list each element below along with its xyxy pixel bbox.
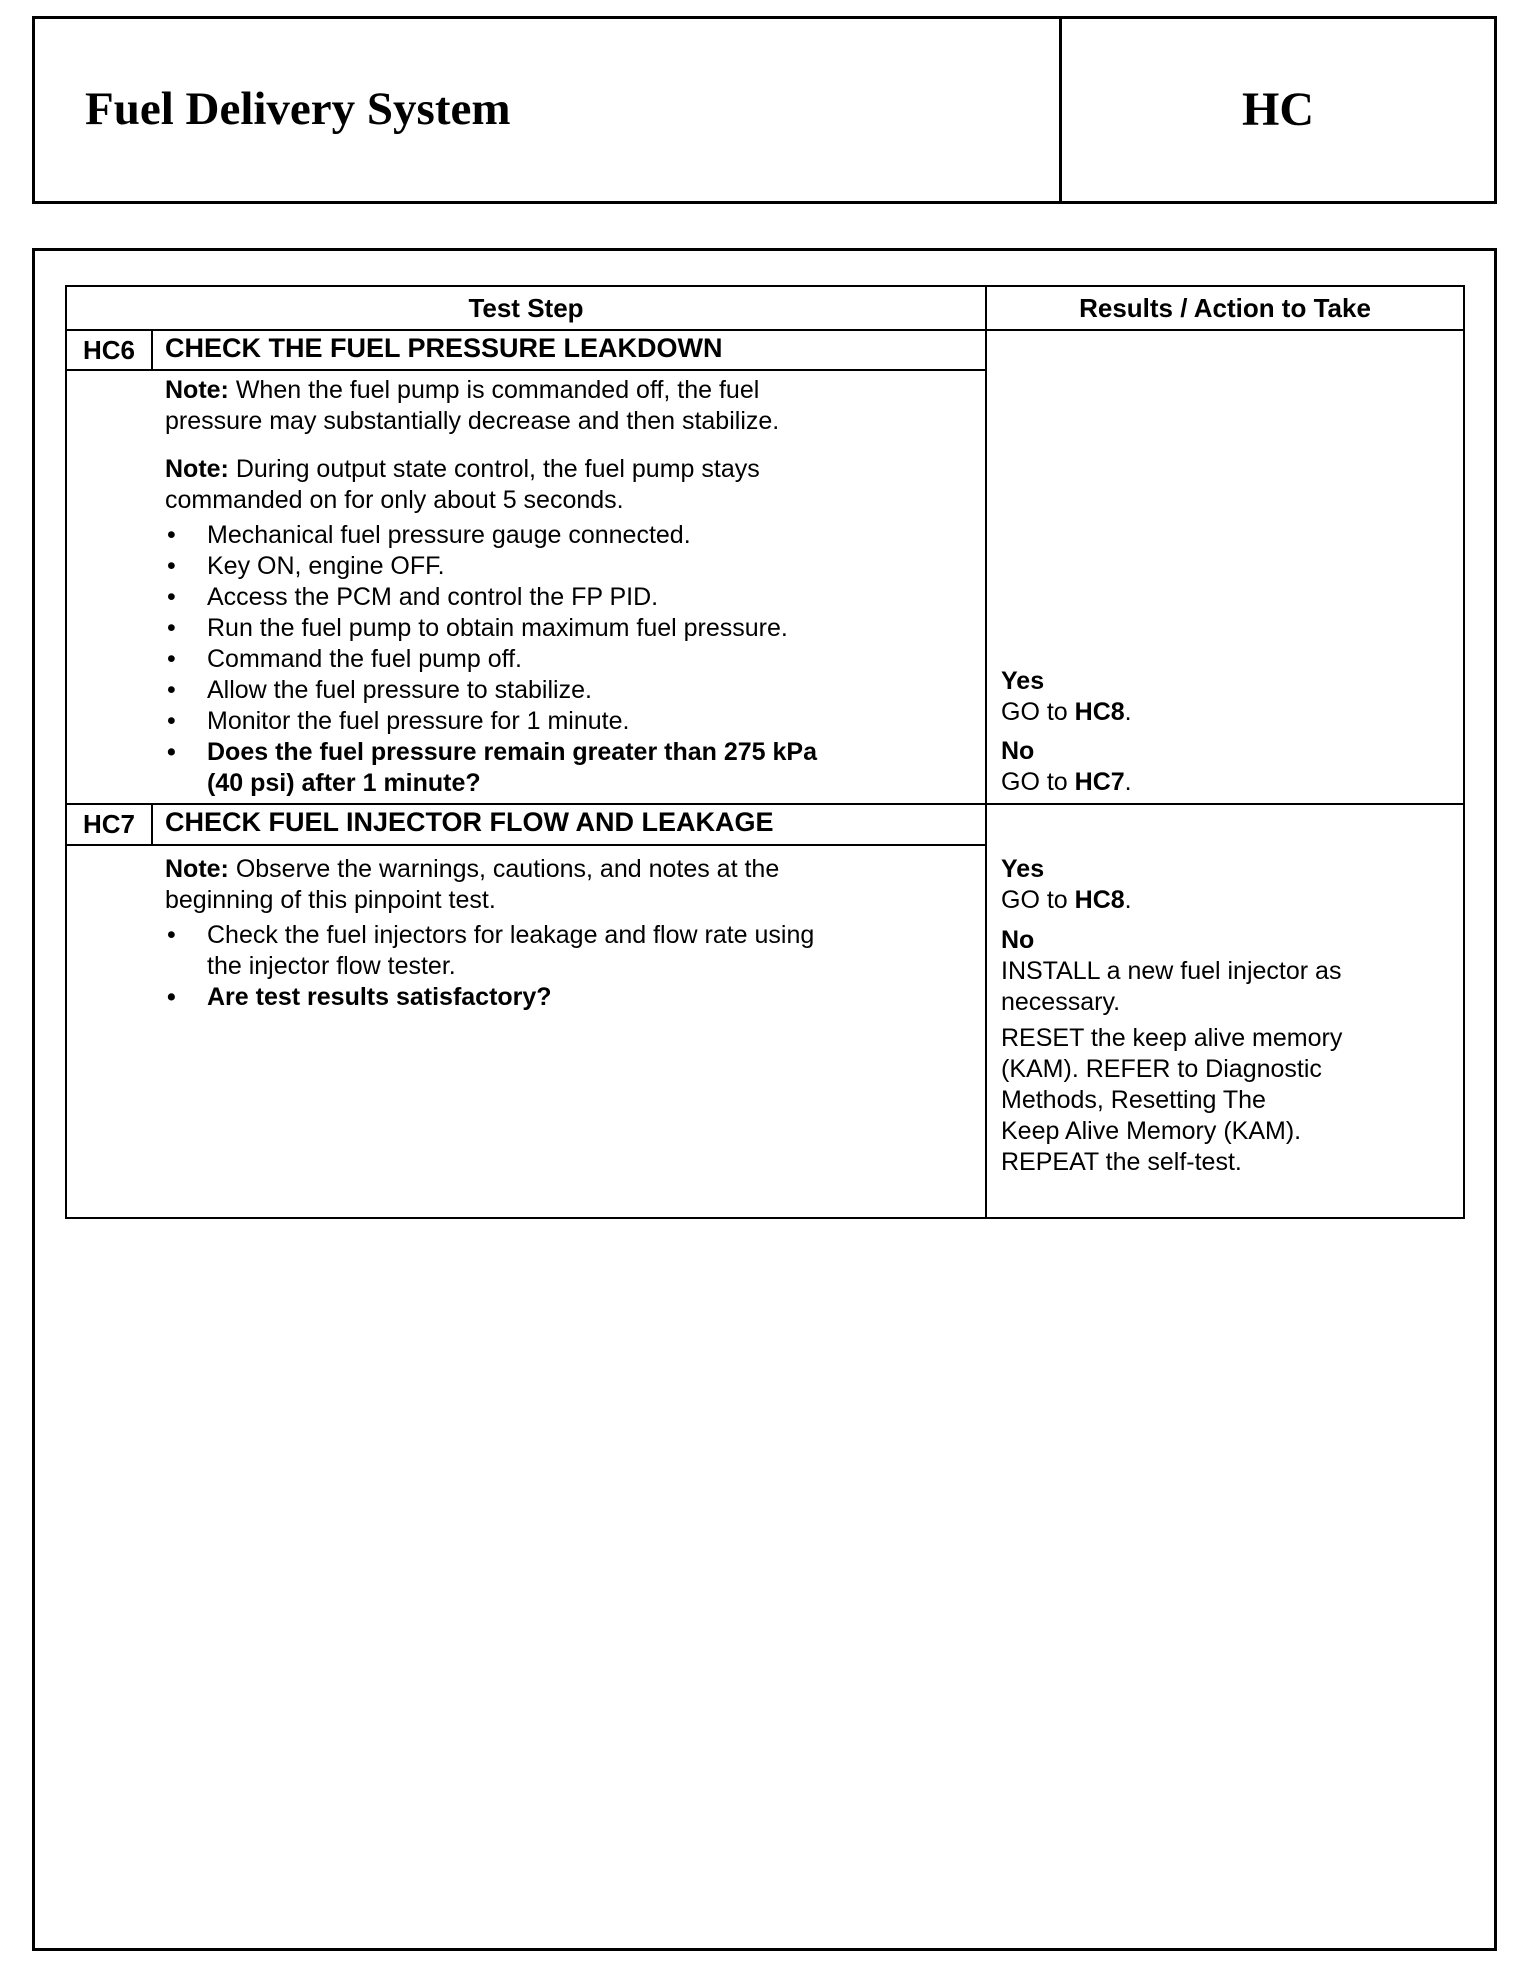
result-yes-label: Yes <box>1001 855 1045 883</box>
section-code: HC <box>1242 83 1314 136</box>
note-text: beginning of this pinpoint test. <box>165 886 496 914</box>
column-header-results: Results / Action to Take <box>1079 292 1371 323</box>
hc7-id-divider <box>151 803 153 844</box>
hc6-note-1 <box>165 375 965 437</box>
step-title-hc6: CHECK THE FUEL PRESSURE LEAKDOWN <box>165 333 723 363</box>
hc7-note <box>165 854 965 916</box>
page-header <box>32 16 1497 204</box>
list-item: • Allow the fuel pressure to stabilize. <box>167 676 592 704</box>
step-title-hc7: CHECK FUEL INJECTOR FLOW AND LEAKAGE <box>165 807 774 837</box>
note-text: pressure may substantially decrease and then stabilize. <box>165 407 780 435</box>
step-id-hc6: HC6 <box>82 334 135 365</box>
list-item: • Check the fuel injectors for leakage and flow rate using the injector flow tester. <box>167 921 815 980</box>
result-no-label: No <box>1001 926 1035 954</box>
note-label: Note: <box>165 855 229 883</box>
pinpoint-test-table <box>65 285 1465 1219</box>
step-id-hc7: HC7 <box>82 809 135 839</box>
hc6-results <box>1001 666 1441 798</box>
result-followup-action: Keep Alive Memory (KAM). <box>1001 1117 1302 1145</box>
result-followup-action: REPEAT the self-test. <box>1001 1148 1242 1176</box>
list-item: • Mechanical fuel pressure gauge connected. <box>167 521 691 549</box>
result-no-label: No <box>1001 737 1035 765</box>
hc6-hc7-divider <box>67 803 1463 805</box>
header-row-divider <box>67 329 1463 331</box>
result-yes-action: GO to HC8. <box>1001 698 1132 726</box>
hc6-note-2 <box>165 454 965 516</box>
list-item: • Access the PCM and control the FP PID. <box>167 583 659 611</box>
note-text: Observe the warnings, cautions, and notes at the <box>228 855 780 883</box>
hc7-title-divider <box>67 844 985 846</box>
result-no-action: necessary. <box>1001 988 1121 1016</box>
note-label: Note: <box>165 376 229 404</box>
hc6-title-divider <box>67 369 985 371</box>
hc6-steps-list <box>165 520 965 799</box>
list-item: • Key ON, engine OFF. <box>167 552 445 580</box>
list-item: • Run the fuel pump to obtain maximum fuel pressure. <box>167 614 788 642</box>
hc7-results <box>1001 854 1441 1178</box>
list-item-question: • Does the fuel pressure remain greater than 275 kPa (40 psi) after 1 minute? <box>167 738 817 797</box>
result-followup-action: Methods, Resetting The <box>1001 1086 1266 1114</box>
result-no-action: GO to HC7. <box>1001 768 1132 796</box>
list-item-question: • Are test results satisfactory? <box>167 983 552 1011</box>
hc7-steps-list <box>165 920 965 1013</box>
result-no-action: INSTALL a new fuel injector as <box>1001 957 1342 985</box>
note-text: During output state control, the fuel pump stays <box>228 455 760 483</box>
list-item: • Monitor the fuel pressure for 1 minute. <box>167 707 630 735</box>
note-text: commanded on for only about 5 seconds. <box>165 486 624 514</box>
result-followup-action: RESET the keep alive memory <box>1001 1024 1343 1052</box>
result-yes-label: Yes <box>1001 667 1045 695</box>
note-label: Note: <box>165 455 229 483</box>
section-title: Fuel Delivery System <box>85 83 511 135</box>
column-header-test-step: Test Step <box>468 292 584 323</box>
hc6-id-divider <box>151 329 153 369</box>
note-text: When the fuel pump is commanded off, the fuel <box>228 376 760 404</box>
column-divider <box>985 287 987 1217</box>
result-yes-action: GO to HC8. <box>1001 886 1132 914</box>
list-item: • Command the fuel pump off. <box>167 645 522 673</box>
result-followup-action: (KAM). REFER to Diagnostic <box>1001 1055 1322 1083</box>
